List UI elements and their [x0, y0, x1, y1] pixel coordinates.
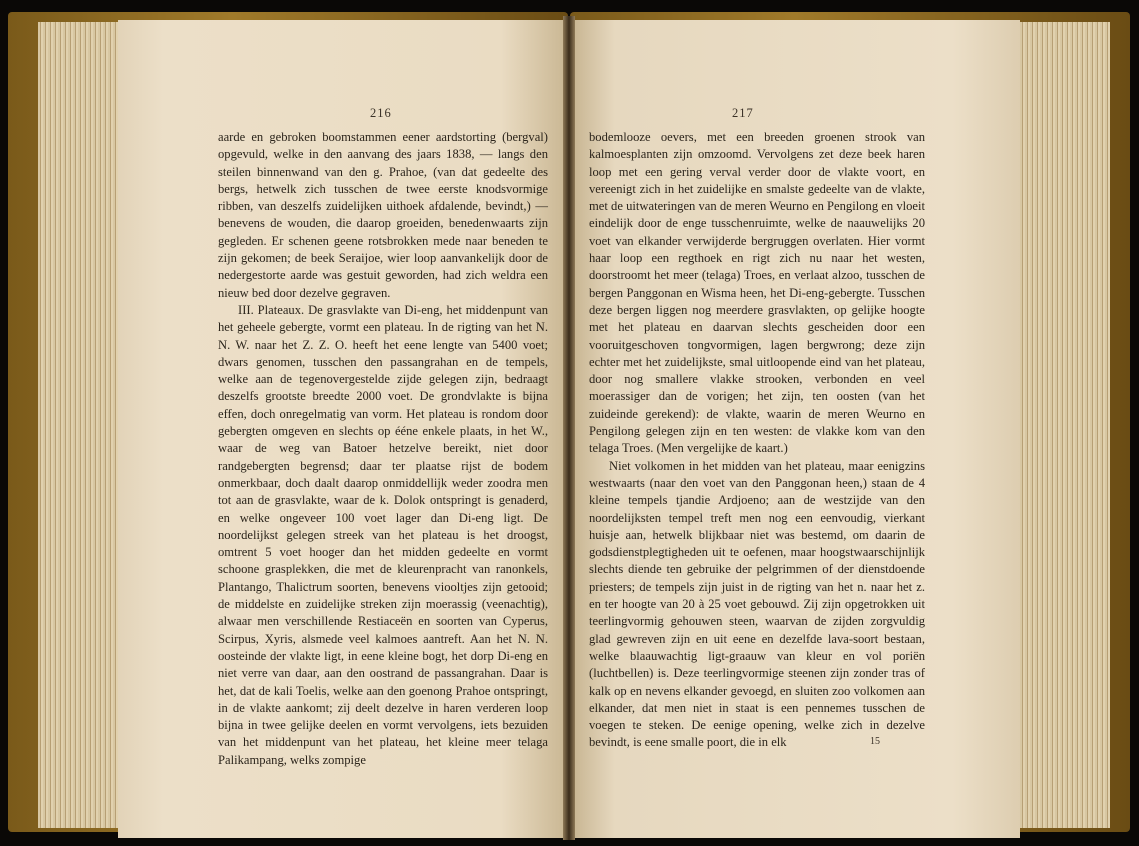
paragraph: Niet volkomen in het midden van het plateau, maar eenigzins westwaarts (naar den voet van den Panggonan heen,) staan de 4 kleine tempels tjandie Ardjoeno; aan de westzijde van den noordelijksten tempel treft men nog een eenvoudig, vierkant huisje aan, hetwelk blijkbaar niet was bestemd, om daarin de godsdienstplegtigheden uit te oefenen, maar hoogstwaarschijnlijk slechts diende ten gebruike der pelgrimmen of der dienstdoende priesters; de tempels zijn juist in de rigting van het n. naar het z. en ter hoogte van 20 à 25 voet gebouwd. Zij zijn opgetrokken uit teerlingvormig gehouwen steen, waarvan de zijden zorgvuldig glad gewreven zijn en uit eene en dezelfde lava-soort bestaan, welke blaauwachtig ligt-graauw van kleur en vol poriën (luchtbellen) is. Deze teerlingvormige steenen zijn zonder tras of kalk op en nevens elkander gevoegd, en sluiten zoo volkomen aan elkander, dat men niet in staat is een pennemes tusschen de voegen te steken. De eenige opening, welke zich in dezelve bevindt, is eene smalle poort, die in elk	[589, 458, 925, 750]
left-page	[118, 20, 568, 838]
right-page-text	[589, 129, 925, 752]
page-edges-right	[1020, 22, 1110, 828]
paragraph: aarde en gebroken boomstammen eener aardstorting (bergval) opgevuld, welke in den aanvang des jaars 1838, — langs den steilen binnenwand van den g. Prahoe, (van dat gedeelte des bergs, hetwelk zich tusschen de twee eerste knodsvormige ribben, van deszelfs zuidelijken uithoek afdalende, bevindt,) — benevens de wouden, die daarop groeiden, benedenwaarts zijn gegleden. Er schenen geene rotsbrokken mede naar beneden te zijn gekomen; de beek Seraijoe, wier loop aanvankelijk door de nedergestorte aarde was gestuit geworden, had zich weldra een nieuw bed door dezelve gegraven.	[218, 130, 548, 300]
page-number-right: 217	[732, 106, 754, 120]
left-page-text	[218, 129, 548, 769]
page-number-left: 216	[370, 106, 392, 120]
right-page	[570, 20, 1020, 838]
paragraph: bodemlooze oevers, met een breeden groenen strook van kalmoesplanten zijn omzoomd. Vervolgens zet deze beek haren loop met een gering verval verder door de vlakte voort, en vereenigt zich in het zuidelijke en smalste gedeelte van de vlakte, met de uitwateringen van de meren Weurno en Pengilong en vloeit eindelijk door de enge tusschenruimte, welke de naauwelijks 20 voet van elkander verwijderde bergruggen overlaten. Hier vormt haar loop een regthoek en rigt zich nu naar het westen, doorstroomt het meer (telaga) Troes, en verlaat alzoo, tusschen de bergen Panggonan en Wisma heen, het Di-eng-gebergte. Tusschen deze bergen liggen nog meerdere grasvlakten, op gelijke hoogte met het plateau en daarvan slechts gescheiden door een vooruitgeschoven tongvormigen, lagen bergwrong; deze zijn echter met het zuidelijkste, smal uitloopende eind van het plateau, door nog smallere vlakke strooken, verbonden en veel moerassiger dan de vorigen; het zijn, ten oosten (van het zuideinde gerekend): de vlakte, waarin de meren Weurno en Pengilong gelegen zijn en ten westen: de vlakke kom van den telaga Troes. (Men vergelijke de kaart.)	[589, 130, 925, 456]
paragraph: III. Plateaux. De grasvlakte van Di-eng, het middenpunt van het geheele gebergte, vormt een plateau. In de rigting van het N. N. W. naar het Z. Z. O. heeft het eene lengte van 5400 voet; dwars genomen, tusschen den passangrahan en de tempels, welke aan de tegenovergestelde zijde gelegen zijn, bedraagt deszelfs grootste breedte 2000 voet. De grondvlakte is bijna effen, doch onregelmatig van vorm. Het plateau is rondom door gebergten omgeven en slechts op ééne enkele plaats, in het W., waar de weg van Batoer hetzelve bereikt, niet door randgebergten begrensd; daar ter plaatse rijst de bodem onmerkbaar, doch daalt daarop onmiddellijk weder zoodra men tot aan de grasvlakte, waar de k. Dolok ontspringt is genaderd, en welke ongeveer 100 voet lager dan Di-eng ligt. De noordelijkst gelegen streek van het plateau is het droogst, omtrent 5 voet hooger dan het midden gedeelte en vormt schoone grasplekken, die met de kleurenpracht van ranonkels, Plantango, Thalictrum soorten, benevens viooltjes zijn getooid; de middelste en zuidelijke streken zijn moerassig (veenachtig), alwaar men verschillende Restiaceën en soorten van Cyperus, Scirpus, Xyris, alsmede veel kalmoes aantreft. Aan het N. N. oosteinde der vlakte ligt, in eene kleine bogt, het dorp Di-eng en niet verre van daar, aan den oostrand de passangrahan. Daar is het, dat de kali Toelis, welke aan den goenong Prahoe ontspringt, in de vlakte aankomt; zij deelt dezelve in haren verderen loop bijna in twee gelijke deelen en vormt vervolgens, iets bezuiden van het middenpunt van het plateau, het kleine meer telaga Palikampang, welks zompige	[218, 302, 548, 767]
page-edges-left	[38, 22, 122, 828]
signature-mark: 15	[870, 736, 880, 747]
book-gutter	[563, 16, 575, 840]
